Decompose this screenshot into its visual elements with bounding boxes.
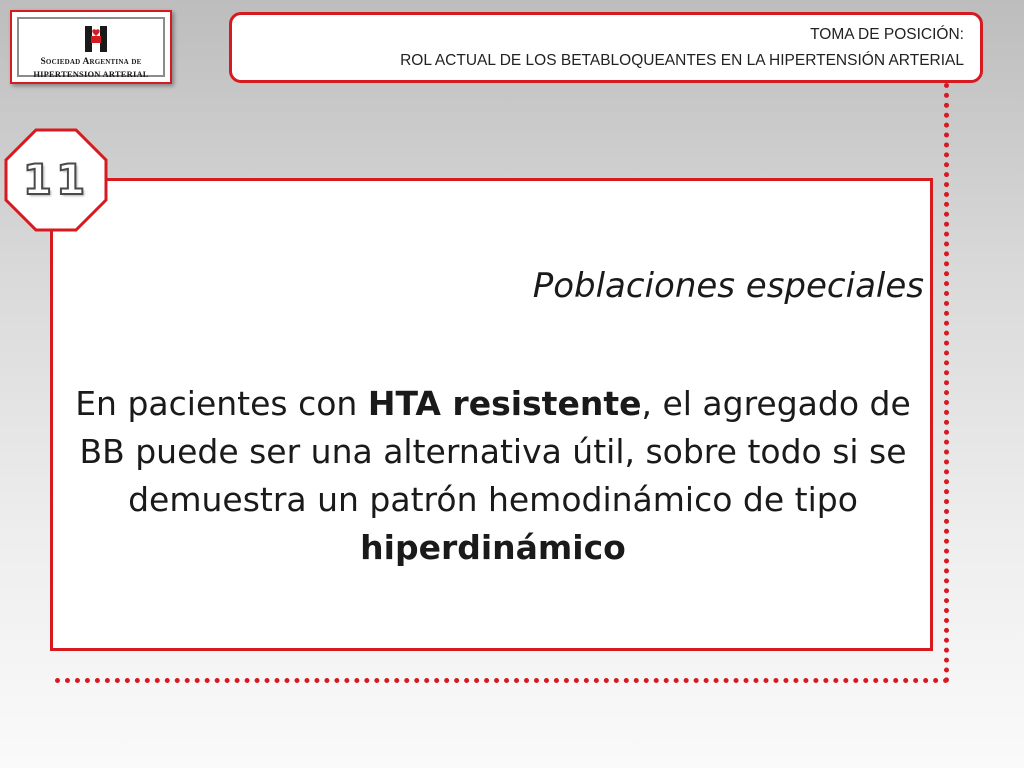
dotted-divider-vertical [944, 83, 949, 683]
logo-line-1: Sociedad Argentina de [40, 57, 142, 67]
body-text-part-1: En pacientes con [75, 384, 368, 423]
section-subtitle: Poblaciones especiales [532, 266, 924, 306]
header-line-1: TOMA DE POSICIÓN: [810, 26, 964, 43]
logo-h-mark-icon [85, 26, 107, 52]
society-logo [10, 10, 172, 84]
logo-line-2: HIPERTENSION ARTERIAL [33, 69, 149, 79]
body-paragraph [70, 380, 916, 572]
body-text-part-2: , el agregado de BB puede ser una alternativa útil, sobre todo si se demuestra un patrón hemodinámico de tipo [79, 384, 911, 519]
dotted-divider-horizontal [55, 678, 949, 683]
body-bold-hiperdinamico: hiperdinámico [360, 528, 626, 567]
body-bold-hta-resistente: HTA resistente [367, 384, 642, 423]
header-title-box [229, 12, 983, 83]
slide-number: 11 [22, 155, 90, 204]
logo-inner-frame [17, 17, 165, 77]
header-line-2: ROL ACTUAL DE LOS BETABLOQUEANTES EN LA HIPERTENSIÓN ARTERIAL [400, 52, 964, 69]
